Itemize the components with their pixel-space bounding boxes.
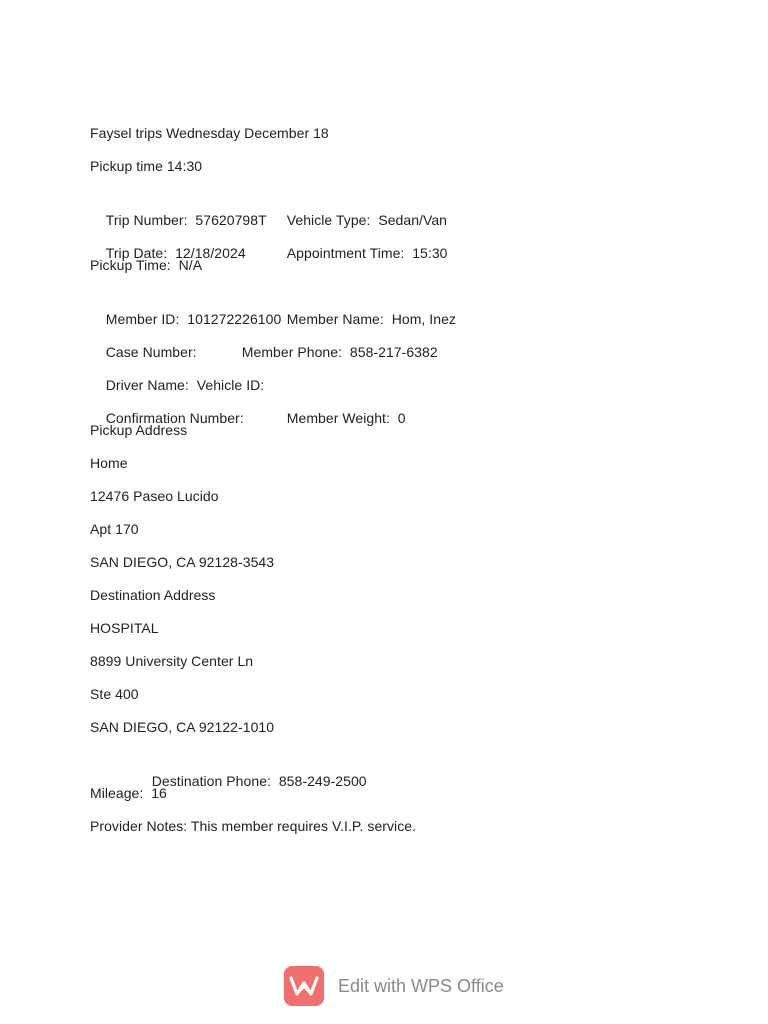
- destination-address-line: SAN DIEGO, CA 92122-1010: [90, 719, 275, 735]
- pickup-time-line: Pickup time 14:30: [90, 158, 203, 174]
- edit-with-wps-label: Edit with WPS Office: [338, 975, 504, 996]
- pickup-time-field: Pickup Time: N/A: [90, 257, 203, 273]
- member-weight: Member Weight: 0: [286, 410, 406, 426]
- appointment-time: Appointment Time: 15:30: [286, 245, 448, 261]
- trip-number-row: [90, 189, 710, 228]
- vehicle-id: Vehicle ID:: [196, 377, 265, 393]
- destination-address-heading: Destination Address: [90, 587, 216, 603]
- destination-address-line: 8899 University Center Ln: [90, 653, 254, 669]
- document-body: [90, 123, 710, 849]
- driver-name: Driver Name:: [105, 377, 189, 393]
- pickup-address-line: SAN DIEGO, CA 92128-3543: [90, 554, 275, 570]
- mileage: Mileage: 16: [90, 785, 167, 801]
- edit-with-wps-button[interactable]: [284, 965, 504, 1007]
- document-title: Faysel trips Wednesday December 18: [90, 125, 329, 141]
- pickup-address-line: Home: [90, 455, 128, 471]
- destination-phone-row: [90, 750, 710, 789]
- case-number: Case Number:: [105, 344, 197, 360]
- member-id-row: [90, 288, 710, 327]
- member-name: Member Name: Hom, Inez: [286, 311, 456, 327]
- pickup-address-heading: Pickup Address: [90, 422, 188, 438]
- wps-office-logo-icon: [284, 966, 324, 1006]
- member-phone: Member Phone: 858-217-6382: [241, 344, 438, 360]
- pickup-address-line: Apt 170: [90, 521, 139, 537]
- pickup-address-line: 12476 Paseo Lucido: [90, 488, 219, 504]
- provider-notes: Provider Notes: This member requires V.I.P. service.: [90, 818, 417, 834]
- trip-number: Trip Number: 57620798T: [105, 212, 267, 228]
- member-id: Member ID: 101272226100: [105, 311, 282, 327]
- destination-address-line: Ste 400: [90, 686, 139, 702]
- destination-phone: Destination Phone: 858-249-2500: [151, 773, 367, 789]
- destination-address-line: HOSPITAL: [90, 620, 159, 636]
- vehicle-type: Vehicle Type: Sedan/Van: [286, 212, 448, 228]
- trip-date: Trip Date: 12/18/2024: [105, 245, 246, 261]
- confirmation-number: Confirmation Number:: [105, 410, 244, 426]
